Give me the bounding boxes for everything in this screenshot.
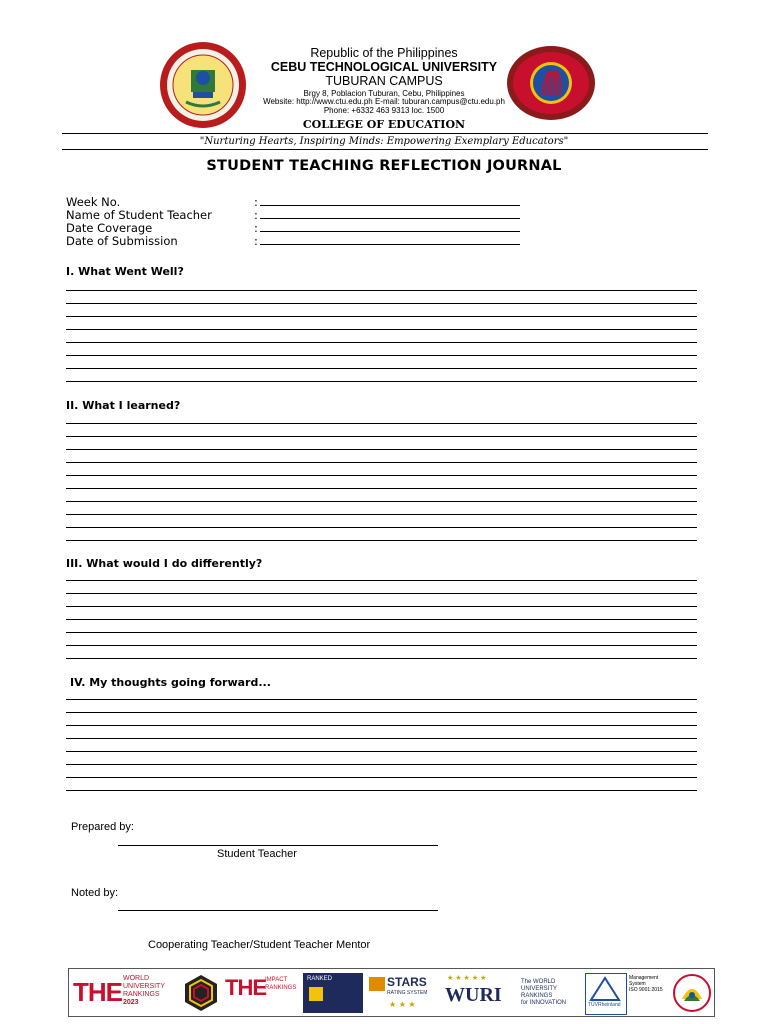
answer-line[interactable] bbox=[66, 290, 697, 291]
phone-line: Phone: +6332 463 9313 loc. 1500 bbox=[323, 106, 445, 115]
answer-line[interactable] bbox=[66, 462, 697, 463]
the-impact-rankings-badge: THE IMPACT RANKINGS bbox=[225, 975, 297, 1000]
date-coverage-field[interactable] bbox=[260, 231, 520, 232]
wuri-badge: ★★★★★ WURI bbox=[445, 974, 502, 1006]
the-world-university-rankings-badge: THE WORLD UNIVERSITY RANKINGS 2023 bbox=[73, 975, 166, 1007]
date-of-submission-field[interactable] bbox=[260, 244, 520, 245]
student-teacher-name-label: Name of Student Teacher bbox=[66, 208, 212, 222]
college-name: COLLEGE OF EDUCATION bbox=[302, 118, 466, 131]
answer-line[interactable] bbox=[66, 790, 697, 791]
wuri-description: The WORLD UNIVERSITY RANKINGS for INNOVATION bbox=[521, 979, 567, 1006]
field-colon: : bbox=[254, 234, 258, 248]
answer-line[interactable] bbox=[66, 751, 697, 752]
date-coverage-label: Date Coverage bbox=[66, 221, 153, 235]
answer-line[interactable] bbox=[66, 593, 697, 594]
management-system-text: Management System ISO 9001:2015 bbox=[629, 975, 663, 993]
student-teacher-signature-line[interactable] bbox=[118, 845, 438, 846]
motto-rule bbox=[62, 149, 708, 150]
answer-line[interactable] bbox=[66, 436, 697, 437]
answer-line[interactable] bbox=[66, 488, 697, 489]
answer-line[interactable] bbox=[66, 303, 697, 304]
answer-line[interactable] bbox=[66, 316, 697, 317]
university-name: CEBU TECHNOLOGICAL UNIVERSITY bbox=[270, 60, 498, 74]
answer-line[interactable] bbox=[66, 501, 697, 502]
accreditation-footer bbox=[68, 968, 715, 1017]
tuv-certification-badge: TÜVRheinland bbox=[585, 973, 627, 1015]
answer-line[interactable] bbox=[66, 449, 697, 450]
field-colon: : bbox=[254, 208, 258, 222]
week-no-label: Week No. bbox=[66, 195, 121, 209]
answer-line[interactable] bbox=[66, 329, 697, 330]
mentor-caption: Cooperating Teacher/Student Teacher Mentor bbox=[148, 939, 371, 951]
header-rule bbox=[62, 133, 708, 134]
field-colon: : bbox=[254, 221, 258, 235]
answer-line[interactable] bbox=[66, 645, 697, 646]
answer-line[interactable] bbox=[66, 527, 697, 528]
college-motto: "Nurturing Hearts, Inspiring Minds: Empowering Exemplary Educators" bbox=[199, 136, 569, 147]
answer-line[interactable] bbox=[66, 475, 697, 476]
document-title: STUDENT TEACHING REFLECTION JOURNAL bbox=[206, 158, 562, 174]
section-heading-differently: III. What would I do differently? bbox=[66, 557, 263, 570]
mentor-signature-line[interactable] bbox=[118, 910, 438, 911]
answer-line[interactable] bbox=[66, 738, 697, 739]
campus-name: TUBURAN CAMPUS bbox=[325, 74, 443, 88]
tuv-triangle-icon bbox=[586, 976, 624, 1002]
qs-ranked-badge: RANKED bbox=[303, 973, 363, 1013]
answer-line[interactable] bbox=[66, 777, 697, 778]
answer-line[interactable] bbox=[66, 619, 697, 620]
answer-line[interactable] bbox=[66, 423, 697, 424]
impact-hexagon-icon bbox=[181, 973, 221, 1013]
section-heading-thoughts-forward: IV. My thoughts going forward... bbox=[70, 676, 271, 689]
answer-line[interactable] bbox=[66, 381, 697, 382]
answer-line[interactable] bbox=[66, 540, 697, 541]
answer-line[interactable] bbox=[66, 368, 697, 369]
campus-seal-icon bbox=[672, 973, 712, 1013]
answer-line[interactable] bbox=[66, 342, 697, 343]
student-teacher-caption: Student Teacher bbox=[217, 848, 297, 860]
noted-by-label: Noted by: bbox=[71, 887, 119, 899]
website-line: Website: http://www.ctu.edu.ph E-mail: tuburan.campus@ctu.edu.ph bbox=[263, 97, 505, 106]
answer-line[interactable] bbox=[66, 632, 697, 633]
answer-line[interactable] bbox=[66, 658, 697, 659]
answer-line[interactable] bbox=[66, 764, 697, 765]
field-colon: : bbox=[254, 195, 258, 209]
answer-line[interactable] bbox=[66, 699, 697, 700]
section-heading-went-well: I. What Went Well? bbox=[66, 265, 184, 278]
answer-line[interactable] bbox=[66, 580, 697, 581]
asean-emblem bbox=[506, 45, 596, 121]
answer-line[interactable] bbox=[66, 606, 697, 607]
address-line: Brgy 8, Poblacion Tuburan, Cebu, Philippines bbox=[303, 89, 465, 98]
date-of-submission-label: Date of Submission bbox=[66, 234, 178, 248]
section-heading-learned: II. What I learned? bbox=[66, 399, 181, 412]
answer-line[interactable] bbox=[66, 514, 697, 515]
qs-stars-badge: STARS RATING SYSTEM ★ ★ ★ bbox=[369, 973, 437, 1013]
answer-line[interactable] bbox=[66, 712, 697, 713]
answer-line[interactable] bbox=[66, 355, 697, 356]
answer-line[interactable] bbox=[66, 725, 697, 726]
student-teacher-name-field[interactable] bbox=[260, 218, 520, 219]
week-no-field[interactable] bbox=[260, 205, 520, 206]
prepared-by-label: Prepared by: bbox=[71, 821, 134, 833]
republic-line: Republic of the Philippines bbox=[310, 46, 458, 60]
